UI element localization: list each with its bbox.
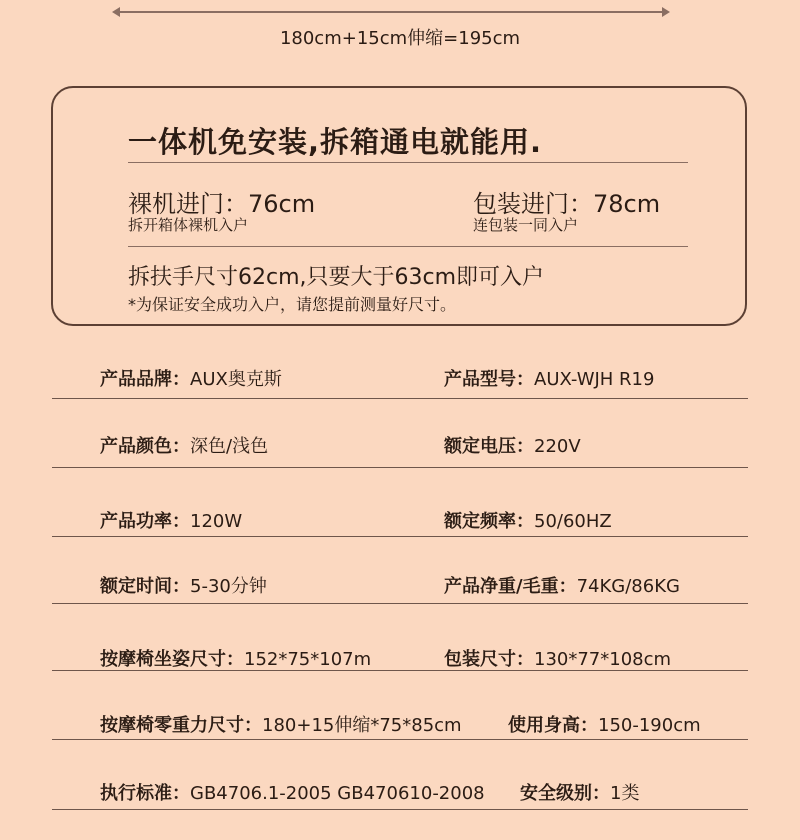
row-divider xyxy=(52,670,748,671)
dimension-arrow xyxy=(118,11,664,13)
dimension-text: 180cm+15cm伸缩=195cm xyxy=(279,28,521,49)
spec-standard: 执行标准：GB4706.1-2005 GB470610-2008 xyxy=(100,783,485,804)
installation-card xyxy=(51,86,747,326)
spec-safety-class: 安全级别：1类 xyxy=(520,783,640,804)
spec-frequency: 额定频率：50/60HZ xyxy=(444,511,612,532)
spec-model: 产品型号：AUX-WJH R19 xyxy=(444,369,655,390)
card-headline: 一体机免安装,拆箱通电就能用. xyxy=(128,125,543,159)
spec-zero-gravity-size: 按摩椅零重力尺寸：180+15伸缩*75*85cm xyxy=(100,715,462,736)
row-divider xyxy=(52,467,748,468)
row-divider xyxy=(52,739,748,740)
row-divider xyxy=(52,536,748,537)
spec-package-size: 包装尺寸：130*77*108cm xyxy=(444,649,672,670)
card-divider-bottom xyxy=(128,246,688,247)
row-divider xyxy=(52,809,748,810)
spec-sitting-size: 按摩椅坐姿尺寸：152*75*107m xyxy=(100,649,372,670)
spec-user-height: 使用身高：150-190cm xyxy=(508,715,701,736)
package-door-label: 包装进门：78cm xyxy=(473,190,661,218)
card-divider-top xyxy=(128,162,688,163)
row-divider xyxy=(52,398,748,399)
bare-door-label: 裸机进门：76cm xyxy=(128,190,316,218)
spec-voltage: 额定电压：220V xyxy=(444,436,581,457)
spec-color: 产品颜色：深色/浅色 xyxy=(100,436,269,457)
spec-brand: 产品品牌：AUX奥克斯 xyxy=(100,369,282,390)
package-door-sub: 连包装一同入户 xyxy=(473,216,579,234)
bare-door-sub: 拆开箱体裸机入户 xyxy=(128,216,249,234)
armrest-note: *为保证安全成功入户，请您提前测量好尺寸。 xyxy=(128,295,457,314)
spec-weight: 产品净重/毛重：74KG/86KG xyxy=(444,576,680,597)
spec-power: 产品功率：120W xyxy=(100,511,243,532)
armrest-requirement: 拆扶手尺寸62cm,只要大于63cm即可入户 xyxy=(128,265,545,290)
row-divider xyxy=(52,603,748,604)
spec-rated-time: 额定时间：5-30分钟 xyxy=(100,576,267,597)
